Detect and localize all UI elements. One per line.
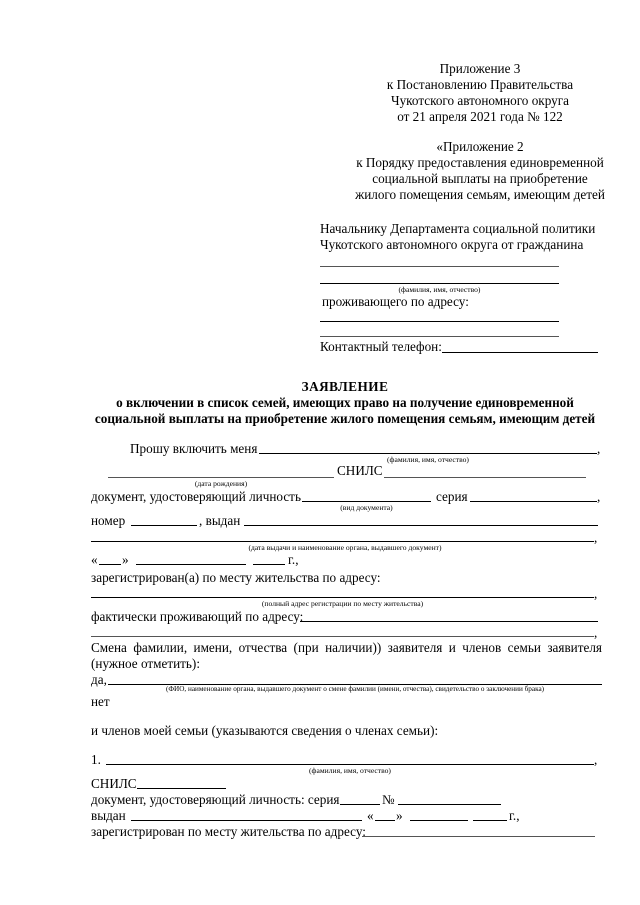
member-registered-field[interactable]: [362, 836, 595, 837]
member-issue-month-field[interactable]: [410, 820, 468, 821]
snils-label: СНИЛС: [337, 463, 383, 478]
yes-caption: (ФИО, наименование органа, выдавшего документ о смене фамилии (имени, отчества), свидетельство о заключении брака): [165, 685, 545, 693]
id-doc-number-field[interactable]: [131, 525, 197, 526]
addressee-fio-field-1[interactable]: [320, 266, 559, 267]
year-suffix: г.,: [288, 552, 299, 567]
members-intro: и членов моей семьи (указываются сведения о членах семьи):: [91, 723, 439, 738]
no-option-label[interactable]: нет: [91, 694, 110, 709]
id-doc-type-field[interactable]: [302, 501, 431, 502]
addressee-address-field-1[interactable]: [320, 321, 559, 322]
actual-address-field-2[interactable]: [91, 636, 594, 637]
comma: ,: [594, 530, 598, 545]
series-label: серия: [436, 489, 468, 504]
member-issued-field[interactable]: [131, 820, 362, 821]
yes-option-label[interactable]: да,: [91, 672, 107, 687]
title-sub-1: о включении в список семей, имеющих право на получение единовременной: [116, 395, 574, 410]
member-fio-field[interactable]: [106, 764, 594, 765]
name-change-line-2: (нужное отметить):: [91, 656, 200, 671]
comma: ,: [597, 441, 601, 456]
appendix-3-line-2: к Постановлению Правительства: [386, 77, 574, 92]
member-issue-year-field[interactable]: [473, 820, 507, 821]
member-issued-label: выдан: [91, 808, 126, 823]
appendix-3-line-4: от 21 апреля 2021 года № 122: [397, 109, 563, 124]
member-year-suffix: г.,: [509, 808, 520, 823]
comma: ,: [597, 489, 601, 504]
addressee-phone-label: Контактный телефон:: [320, 339, 442, 354]
comma: ,: [594, 752, 598, 767]
actual-address-label: фактически проживающий по адресу:: [91, 609, 304, 624]
member-registered-label: зарегистрирован по месту жительства по адресу:: [91, 824, 366, 839]
registered-label: зарегистрирован(а) по месту жительства по адресу:: [91, 570, 381, 585]
member-number: 1.: [91, 752, 101, 767]
id-doc-issued-field[interactable]: [244, 525, 598, 526]
member-doc-series-field[interactable]: [340, 804, 380, 805]
appendix-2-line-3: социальной выплаты на приобретение: [372, 171, 588, 186]
number-label: номер: [91, 513, 126, 528]
date-open-quote: «: [91, 552, 98, 567]
issue-year-field[interactable]: [253, 564, 285, 565]
addressee-line-1: Начальнику Департамента социальной политики: [320, 221, 596, 236]
birth-date-field[interactable]: [108, 477, 334, 478]
id-doc-series-field[interactable]: [470, 501, 597, 502]
issue-month-field[interactable]: [136, 564, 246, 565]
comma: ,: [594, 625, 598, 640]
member-doc-label: документ, удостоверяющий личность: серия: [91, 792, 340, 807]
member-number-sign: №: [382, 792, 395, 807]
member-snils-label: СНИЛС: [91, 776, 137, 791]
actual-address-field-1[interactable]: [300, 621, 598, 622]
addressee-fio-caption: (фамилия, имя, отчество): [398, 285, 481, 294]
doc-type-caption: (вид документа): [340, 503, 393, 512]
registered-address-field[interactable]: [91, 597, 594, 598]
addressee-line-2: Чукотского автономного округа от гражданина: [320, 237, 584, 252]
date-close-quote: »: [122, 552, 129, 567]
applicant-fio-field[interactable]: [259, 453, 597, 454]
member-snils-field[interactable]: [137, 788, 226, 789]
addressee-phone-field[interactable]: [442, 352, 598, 353]
member-doc-number-field[interactable]: [398, 804, 501, 805]
title-main: ЗАЯВЛЕНИЕ: [301, 379, 389, 394]
addressee-residing-label: проживающего по адресу:: [322, 294, 469, 309]
appendix-3-line-3: Чукотского автономного округа: [391, 93, 569, 108]
applicant-fio-caption: (фамилия, имя, отчество): [387, 455, 469, 464]
addressee-fio-field-2[interactable]: [320, 283, 559, 284]
appendix-2-line-2: к Порядку предоставления единовременной: [356, 155, 604, 170]
issue-day-field[interactable]: [99, 564, 121, 565]
member-fio-caption: (фамилия, имя, отчество): [309, 766, 391, 775]
addressee-address-field-2[interactable]: [320, 336, 559, 337]
member-date-open-quote: «: [367, 808, 374, 823]
comma: ,: [594, 586, 598, 601]
name-change-line-1: Смена фамилии, имени, отчества (при наличии)) заявителя и членов семьи заявителя: [91, 640, 602, 655]
appendix-2-line-1: «Приложение 2: [436, 139, 524, 154]
full-address-caption: (полный адрес регистрации по месту жительства): [261, 599, 424, 608]
member-date-close-quote: »: [396, 808, 403, 823]
snils-field[interactable]: [384, 477, 586, 478]
appendix-3-line-1: Приложение 3: [439, 61, 521, 76]
birth-date-caption: (дата рождения): [194, 479, 248, 488]
id-doc-issuer-field[interactable]: [91, 541, 594, 542]
title-sub-2: социальной выплаты на приобретение жилого помещения семьям, имеющим детей: [94, 411, 596, 426]
id-doc-label: документ, удостоверяющий личность: [91, 489, 301, 504]
request-label: Прошу включить меня: [130, 441, 258, 456]
issued-label: , выдан: [199, 513, 241, 528]
member-issue-day-field[interactable]: [375, 820, 395, 821]
appendix-2-line-4: жилого помещения семьям, имеющим детей: [355, 187, 605, 202]
issue-caption: (дата выдачи и наименование органа, выдавшего документ): [248, 543, 442, 552]
